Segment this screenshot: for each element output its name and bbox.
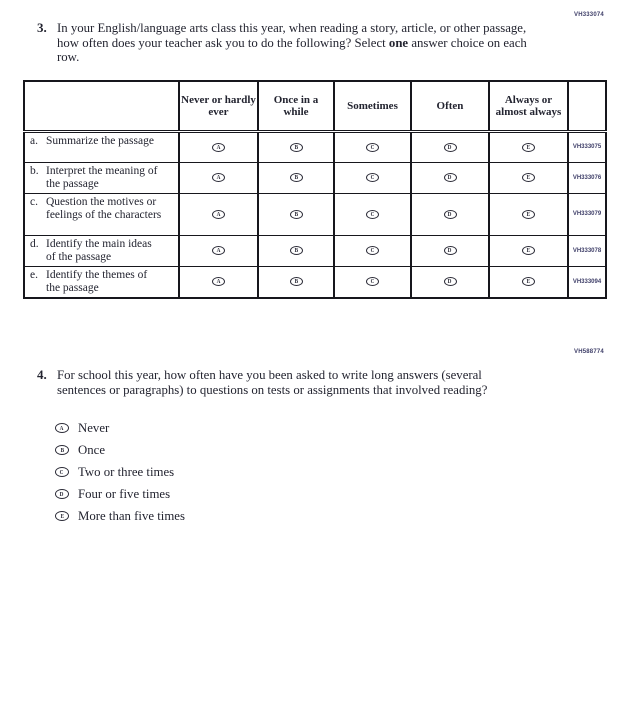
question-4 — [37, 368, 527, 397]
bubble-b-icon[interactable]: B — [290, 143, 303, 152]
option-label: Two or three times — [78, 464, 175, 479]
bubble-c-icon[interactable]: C — [366, 277, 379, 286]
bubble-a-icon[interactable]: A — [212, 143, 225, 152]
option-bubble-a-icon[interactable]: A — [55, 423, 69, 433]
bubble-d-icon[interactable]: D — [444, 277, 457, 286]
row-letter: d. — [30, 237, 39, 250]
row-accession-code: VH333079 — [568, 193, 606, 235]
question-4-options — [55, 421, 185, 531]
row-label: Summarize the passage — [46, 134, 154, 147]
bubble-d-icon[interactable]: D — [444, 143, 457, 152]
bubble-e-icon[interactable]: E — [522, 246, 535, 255]
response-matrix-table — [23, 80, 607, 299]
question-3-number: 3. — [37, 20, 47, 35]
bubble-a-icon[interactable]: A — [212, 246, 225, 255]
question-4-text: For school this year, how often have you been asked to write long answers (several sentences or paragraphs) to questions on tests or assignments that involved reading? — [57, 368, 488, 397]
row-letter: e. — [30, 268, 38, 281]
bubble-c-icon[interactable]: C — [366, 143, 379, 152]
row-accession-code: VH333094 — [568, 266, 606, 298]
table-row-b — [24, 162, 606, 193]
bubble-b-icon[interactable]: B — [290, 210, 303, 219]
bubble-d-icon[interactable]: D — [444, 173, 457, 182]
bubble-e-icon[interactable]: E — [522, 173, 535, 182]
row-label: Question the motives or feelings of the characters — [46, 195, 162, 221]
row-header-a — [24, 131, 179, 162]
option-label: More than five times — [78, 508, 185, 523]
column-header-never: Never or hardly ever — [179, 81, 258, 131]
bubble-d-icon[interactable]: D — [444, 246, 457, 255]
table-row-e — [24, 266, 606, 298]
table-row-c — [24, 193, 606, 235]
row-accession-code: VH333078 — [568, 235, 606, 266]
table-row-a — [24, 131, 606, 162]
column-header-sometimes: Sometimes — [334, 81, 411, 131]
table-header-row — [24, 81, 606, 131]
bubble-b-icon[interactable]: B — [290, 173, 303, 182]
bubble-b-icon[interactable]: B — [290, 246, 303, 255]
option-label: Never — [78, 420, 110, 435]
table-row-d — [24, 235, 606, 266]
question-4-accession-code: VH588774 — [574, 349, 604, 355]
bubble-d-icon[interactable]: D — [444, 210, 457, 219]
row-label: Identify the main ideas of the passage — [46, 237, 152, 263]
code-column-header — [568, 81, 606, 131]
empty-header-cell — [24, 81, 179, 131]
bubble-a-icon[interactable]: A — [212, 210, 225, 219]
column-header-often: Often — [411, 81, 489, 131]
option-row-once — [55, 443, 185, 457]
row-header-b — [24, 162, 179, 193]
bubble-a-icon[interactable]: A — [212, 173, 225, 182]
option-row-two-or-three — [55, 465, 185, 479]
bubble-b-icon[interactable]: B — [290, 277, 303, 286]
bubble-c-icon[interactable]: C — [366, 173, 379, 182]
row-header-c — [24, 193, 179, 235]
option-row-never — [55, 421, 185, 435]
question-4-number: 4. — [37, 367, 47, 382]
row-accession-code: VH333075 — [568, 131, 606, 162]
option-bubble-b-icon[interactable]: B — [55, 445, 69, 455]
bubble-a-icon[interactable]: A — [212, 277, 225, 286]
row-header-d — [24, 235, 179, 266]
bubble-e-icon[interactable]: E — [522, 143, 535, 152]
column-header-once-in-a-while: Once in a while — [258, 81, 334, 131]
option-row-more-than-five — [55, 509, 185, 523]
option-bubble-c-icon[interactable]: C — [55, 467, 69, 477]
bubble-c-icon[interactable]: C — [366, 246, 379, 255]
bubble-c-icon[interactable]: C — [366, 210, 379, 219]
question-3 — [37, 21, 547, 65]
question-3-accession-code: VH333074 — [574, 12, 604, 18]
question-3-bold-word: one — [388, 35, 409, 50]
row-accession-code: VH333076 — [568, 162, 606, 193]
row-label: Identify the themes of the passage — [46, 268, 148, 294]
row-header-e — [24, 266, 179, 298]
bubble-e-icon[interactable]: E — [522, 210, 535, 219]
row-letter: c. — [30, 195, 38, 208]
row-label: Interpret the meaning of the passage — [46, 164, 158, 190]
column-header-always: Always or almost always — [489, 81, 568, 131]
option-bubble-d-icon[interactable]: D — [55, 489, 69, 499]
row-letter: a. — [30, 134, 38, 147]
question-3-text: In your English/language arts class this year, when reading a story, article, or other passage, how often does your teacher ask you to do the following? Select one answer choice on each row. — [57, 21, 527, 65]
option-label: Four or five times — [78, 486, 171, 501]
bubble-e-icon[interactable]: E — [522, 277, 535, 286]
option-bubble-e-icon[interactable]: E — [55, 511, 69, 521]
option-label: Once — [78, 442, 105, 457]
option-row-four-or-five — [55, 487, 185, 501]
row-letter: b. — [30, 164, 39, 177]
